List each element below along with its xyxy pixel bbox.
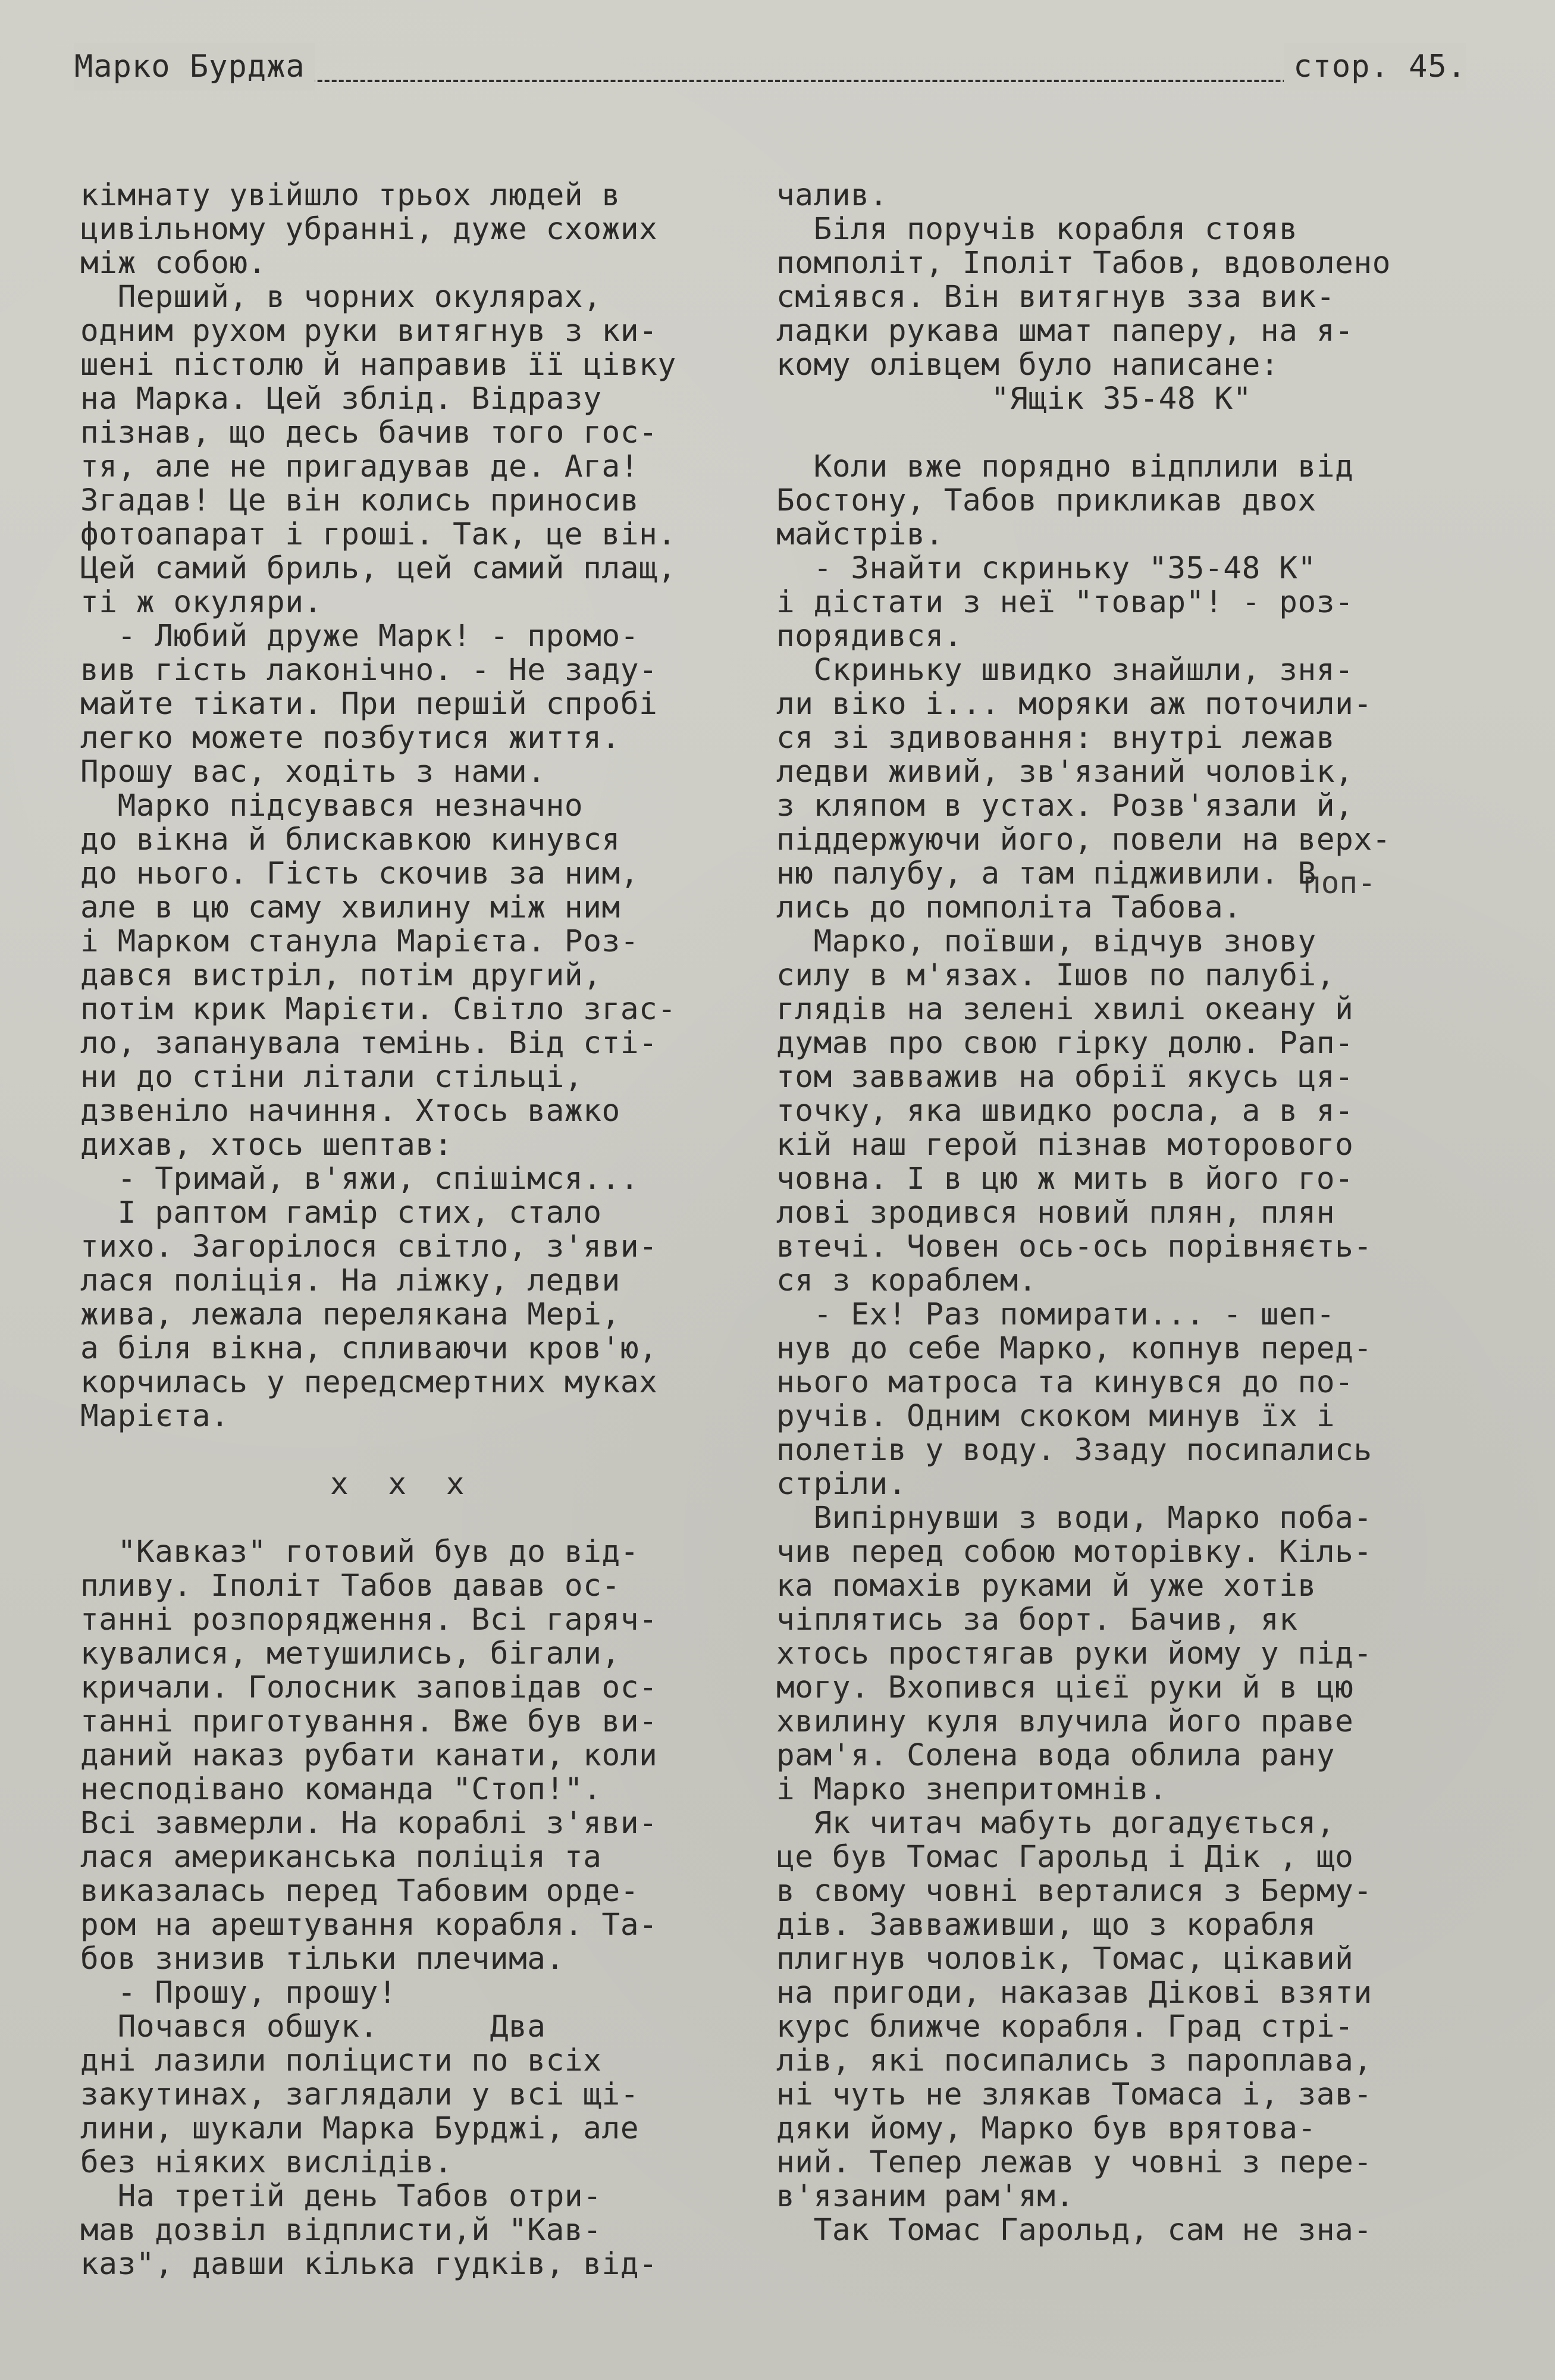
paragraph: Так Томас Гарольд, сам не зна- [776, 2213, 1372, 2248]
spacer [80, 1433, 735, 1467]
right-column [776, 178, 1466, 2247]
author-name: Марко Бурджа [74, 43, 315, 90]
paragraph: Марко підсувався незначно до вікна й блискавкою кинувся до нього. Гість скочив за ним, але в цю саму хвилину між ним і Марком станула Марієта. Роз- дався вистріл, потім другий, потім крик Марієти. Світло згас- ло, запанувала темінь. Від сті- ни до стіни літали стільці, дзвеніло начиння. Хтось важко дихав, хтось шептав: [80, 788, 676, 1163]
paragraph: кімнату увійшло трьох людей в цивільному убранні, дуже схожих між собою. [80, 178, 658, 281]
paragraph: - Любий друже Марк! - промо- вив гість лаконічно. - Не заду- майте тікати. При першій спробі легко можете позбутися життя. Прошу вас, ходіть з нами. [80, 619, 658, 790]
quoted-note: "Ящік 35-48 К" [990, 381, 1252, 416]
left-column [80, 178, 735, 2281]
paragraph: - Ех! Раз помирати... - шеп- нув до себе Марко, копнув перед- нього матроса та кинувся до по- ручів. Одним скоком минув їх і полетів у воду. Ззаду посипались стріли. [776, 1297, 1372, 1502]
paragraph: Марко, поївши, відчув знову силу в м'язах. Ішов по палубі, глядів на зелені хвилі океану й думав про свою гірку долю. Рап- том завважив на обрії якусь ця- точку, яка швидко росла, а в я- кій наш герой пізнав моторового човна. І в цю ж мить в його го- лові зродився новий плян, плян втечі. Човен ось-ось порівняєть- ся з кораблем. [776, 924, 1372, 1298]
paragraph: Скриньку швидко знайшли, зня- ли віко і... моряки аж поточили- ся зі здивовання: внутрі лежав ледви живий, зв'язаний чоловік, з кляпом в устах. Розв'язали й, піддержуючи його, повели на верх- ню палубу, а там підживили. В лись до помполіта Табова. [776, 653, 1391, 925]
page-number: стор. 45. [1284, 43, 1466, 90]
paragraph: Випірнувши з води, Марко поба- чив перед собою моторівку. Кіль- ка помахів руками й уже хотів чіплятись за борт. Бачив, як хтось простягав руки йому у під- могу. Вхопився цієї руки й в цю хвилину куля влучила його праве рам'я. Солена вода облила рану і Марко знепритомнів. [776, 1501, 1372, 1807]
page-header [74, 43, 1466, 90]
paragraph: чалив. [776, 178, 888, 213]
paragraph: Перший, в чорних окулярах, одним рухом руки витягнув з ки- шені пістолю й направив її цівку на Марка. Цей зблід. Відразу пізнав, що десь бачив того гос- тя, але не пригадував де. Ага! Згадав! Це він колись приносив фотоапарат і гроші. Так, це він. Цей самий бриль, цей самий плащ, ті ж окуляри. [80, 280, 676, 620]
paragraph: Біля поручів корабля стояв помполіт, Іполіт Табов, вдоволено сміявся. Він витягнув зза вик- ладки рукава шмат паперу, на я- кому олівцем було написане: [776, 212, 1391, 383]
paragraph: Як читач мабуть догадується, це був Томас Гарольд і Дік , що в свому човні верталися з Берму- дів. Завваживши, що з корабля плигнув чоловік, Томас, цікавий на пригоди, наказав Дікові взяти курс ближче корабля. Град стрі- лів, які посипались з пароплава, ні чуть не злякав Томаса і, зав- дяки йому, Марко був врятова- ний. Тепер лежав у човні з пере- в'язаним рам'ям. [776, 1806, 1372, 2214]
section-separator: x x x [330, 1467, 475, 1502]
paragraph: "Кавказ" готовий був до від- пливу. Іполіт Табов давав ос- танні розпорядження. Всі гаряч- кувалися, метушились, бігали, кричали. Голосник заповідав ос- танні приготування. Вже був ви- даний наказ рубати канати, коли несподівано команда "Стоп!". Всі завмерли. На кораблі з'яви- лася американська поліція та виказалась перед Табовим орде- ром на арештування корабля. Та- бов знизив тільки плечима. [80, 1535, 658, 1977]
overtyped-fragment: поп- [1303, 866, 1376, 901]
paragraph: Коли вже порядно відплили від Бостону, Табов прикликав двох майстрів. [776, 449, 1354, 552]
paragraph: Почався обшук. Два дні лазили поліцисти по всіх закутинах, заглядали у всі щі- лини, шукали Марка Бурджі, але без ніяких вислідів. [80, 2009, 639, 2180]
paragraph: - Знайти скриньку "35-48 К" і дістати з неї "товар"! - роз- порядився. [776, 551, 1354, 654]
paragraph: - Прошу, прошу! [80, 1975, 397, 2011]
paragraph: - Тримай, в'яжи, спішімся... [80, 1161, 639, 1197]
spacer [80, 1501, 735, 1535]
paragraph: І раптом гамір стих, стало тихо. Загорілося світло, з'яви- лася поліція. На ліжку, ледви жива, лежала переляканa Мері, а біля вікна, спливаючи кров'ю, корчилась у передсмертних муках Марієта. [80, 1195, 658, 1434]
paragraph: На третій день Табов отри- мав дозвіл відплисти,й "Кав- каз", давши кілька гудків, від- [80, 2179, 658, 2282]
spacer [776, 416, 1466, 450]
